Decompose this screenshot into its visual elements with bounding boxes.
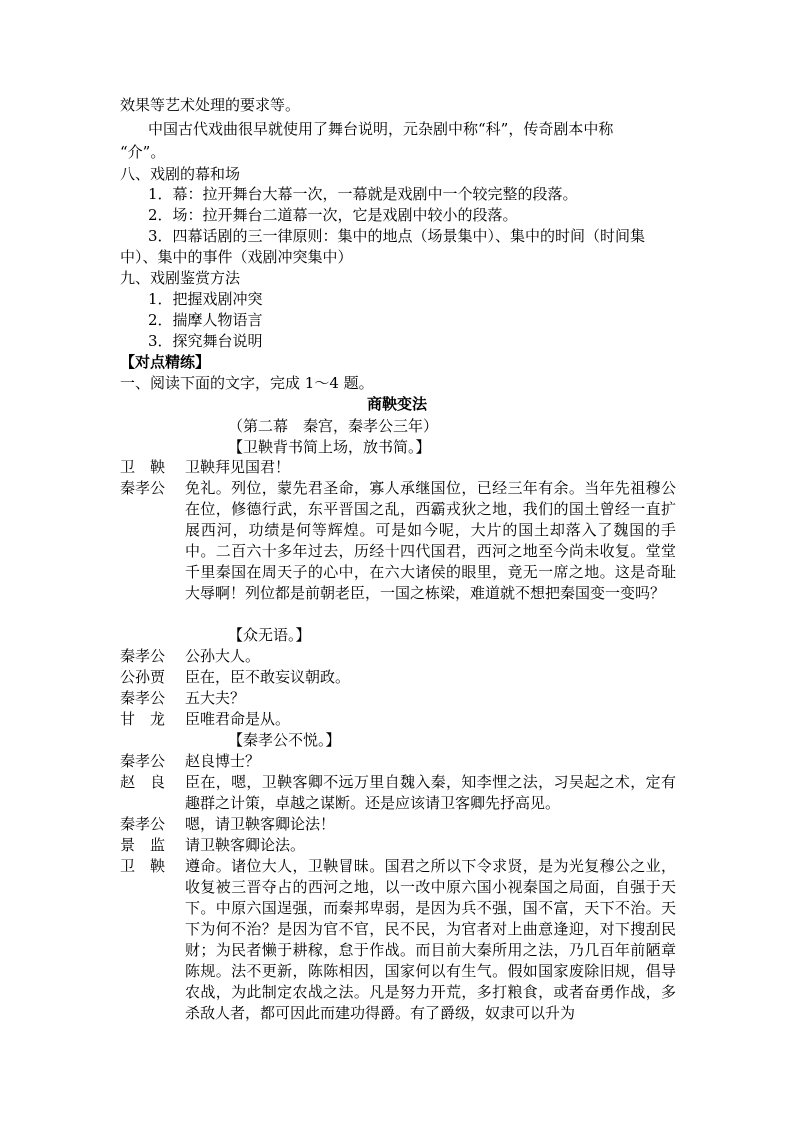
speaker-name: 卫 鞅 [120, 857, 166, 875]
stage-direction: 【众无语。】 [228, 626, 311, 644]
section9-item-2: 2．揣摩人物语言 [148, 311, 263, 329]
dialogue-line: 臣唯君命是从。 [185, 710, 291, 728]
dialogue-line: 臣在，臣不敢妄议朝政。 [185, 668, 351, 686]
section8-item-1: 1．幕：拉开舞台大幕一次，一幕就是戏剧中一个较完整的段落。 [148, 185, 578, 203]
dialogue-line: 五大夫？ [185, 689, 246, 707]
speaker-name: 秦孝公 [120, 752, 166, 770]
speaker-name: 卫 鞅 [120, 458, 166, 476]
dialogue-line: 遵命。诸位大人，卫鞅冒昧。国君之所以下令求贤，是为光复穆公之业，收复被三晋夺占的西河之地，以一改中原六国小视秦国之局面，自强于天下。中原六国逞强，而秦邦卑弱，是因为兵不强，国不富，天下不治。天下为何不治？是因为官不官，民不民，为官者对上曲意逢迎，对下搜刮民财；为民者懒于耕稼，怠于作战。而目前大秦所用之法，乃几百年前陋章陈规。法不更新，陈陈相因，国家何以有生气。假如国家废除旧规，倡导农战，为此制定农战之法。凡是努力开荒，多打粮食，或者奋勇作战，多杀敌人者，都可因此而建功得爵。有了爵级，奴隶可以升为 [185, 857, 676, 1022]
practice-instruction: 一、阅读下面的文字，完成 1～4 题。 [120, 374, 374, 392]
dialogue-line: 请卫鞅客卿论法。 [185, 836, 306, 854]
speaker-name: 秦孝公 [120, 647, 166, 665]
section9-item-1: 1．把握戏剧冲突 [148, 290, 263, 308]
play-title: 商鞅变法 [366, 395, 427, 413]
section8-item-2: 2．场：拉开舞台二道幕一次，它是戏剧中较小的段落。 [148, 206, 518, 224]
speaker-name: 秦孝公 [120, 479, 166, 497]
dialogue-line: 嗯，请卫鞅客卿论法！ [185, 815, 336, 833]
speaker-name: 景 监 [120, 836, 166, 854]
section8-item-3a: 3．四幕话剧的三一律原则：集中的地点（场景集中）、集中的时间（时间集 [148, 227, 646, 245]
dialogue-line: 赵良博士？ [185, 752, 261, 770]
speaker-name: 甘 龙 [120, 710, 166, 728]
speaker-name: 赵 良 [120, 773, 166, 791]
speaker-name: 秦孝公 [120, 815, 166, 833]
stage-direction: 【卫鞅背书简上场，放书简。】 [228, 438, 431, 456]
section8-heading: 八、戏剧的幕和场 [120, 165, 241, 183]
section9-item-3: 3．探究舞台说明 [148, 332, 263, 350]
stage-direction: 【秦孝公不悦。】 [228, 731, 341, 749]
dialogue-line: 公孙大人。 [185, 647, 261, 665]
dialogue-line: 卫鞅拜见国君！ [185, 458, 291, 476]
intro-line-1: 效果等艺术处理的要求等。 [120, 96, 301, 114]
intro-line-2: 中国古代戏曲很早就使用了舞台说明，元杂剧中称“科”，传奇剧本中称 [148, 120, 614, 138]
scene-heading: （第二幕 秦宫，秦孝公三年） [228, 417, 439, 435]
section9-heading: 九、戏剧鉴赏方法 [120, 269, 241, 287]
intro-line-3: “介”。 [120, 143, 166, 161]
section8-item-3b: 中）、集中的事件（戏剧冲突集中） [120, 248, 353, 266]
speaker-name: 秦孝公 [120, 689, 166, 707]
practice-heading: 【对点精练】 [120, 353, 211, 371]
dialogue-line: 免礼。列位，蒙先君圣命，寡人承继国位，已经三年有余。当年先祖穆公在位，修德行武，东平晋国之乱，西霸戎狄之地，我们的国土曾经一直扩展西河，功绩是何等辉煌。可是如今呢，大片的国土却落入了魏国的手中。二百六十多年过去，历经十四代国君，西河之地至今尚未收复。堂堂千里秦国在周天子的心中，在六大诸侯的眼里，竟无一席之地。这是奇耻大辱啊！列位都是前朝老臣，一国之栋梁，难道就不想把秦国变一变吗？ [185, 479, 676, 602]
dialogue-line: 臣在，嗯，卫鞅客卿不远万里自魏入秦，知李悝之法，习吴起之术，定有趣群之计策，卓越之谋断。还是应该请卫客卿先抒高见。 [185, 773, 676, 812]
speaker-name: 公孙贾 [120, 668, 166, 686]
